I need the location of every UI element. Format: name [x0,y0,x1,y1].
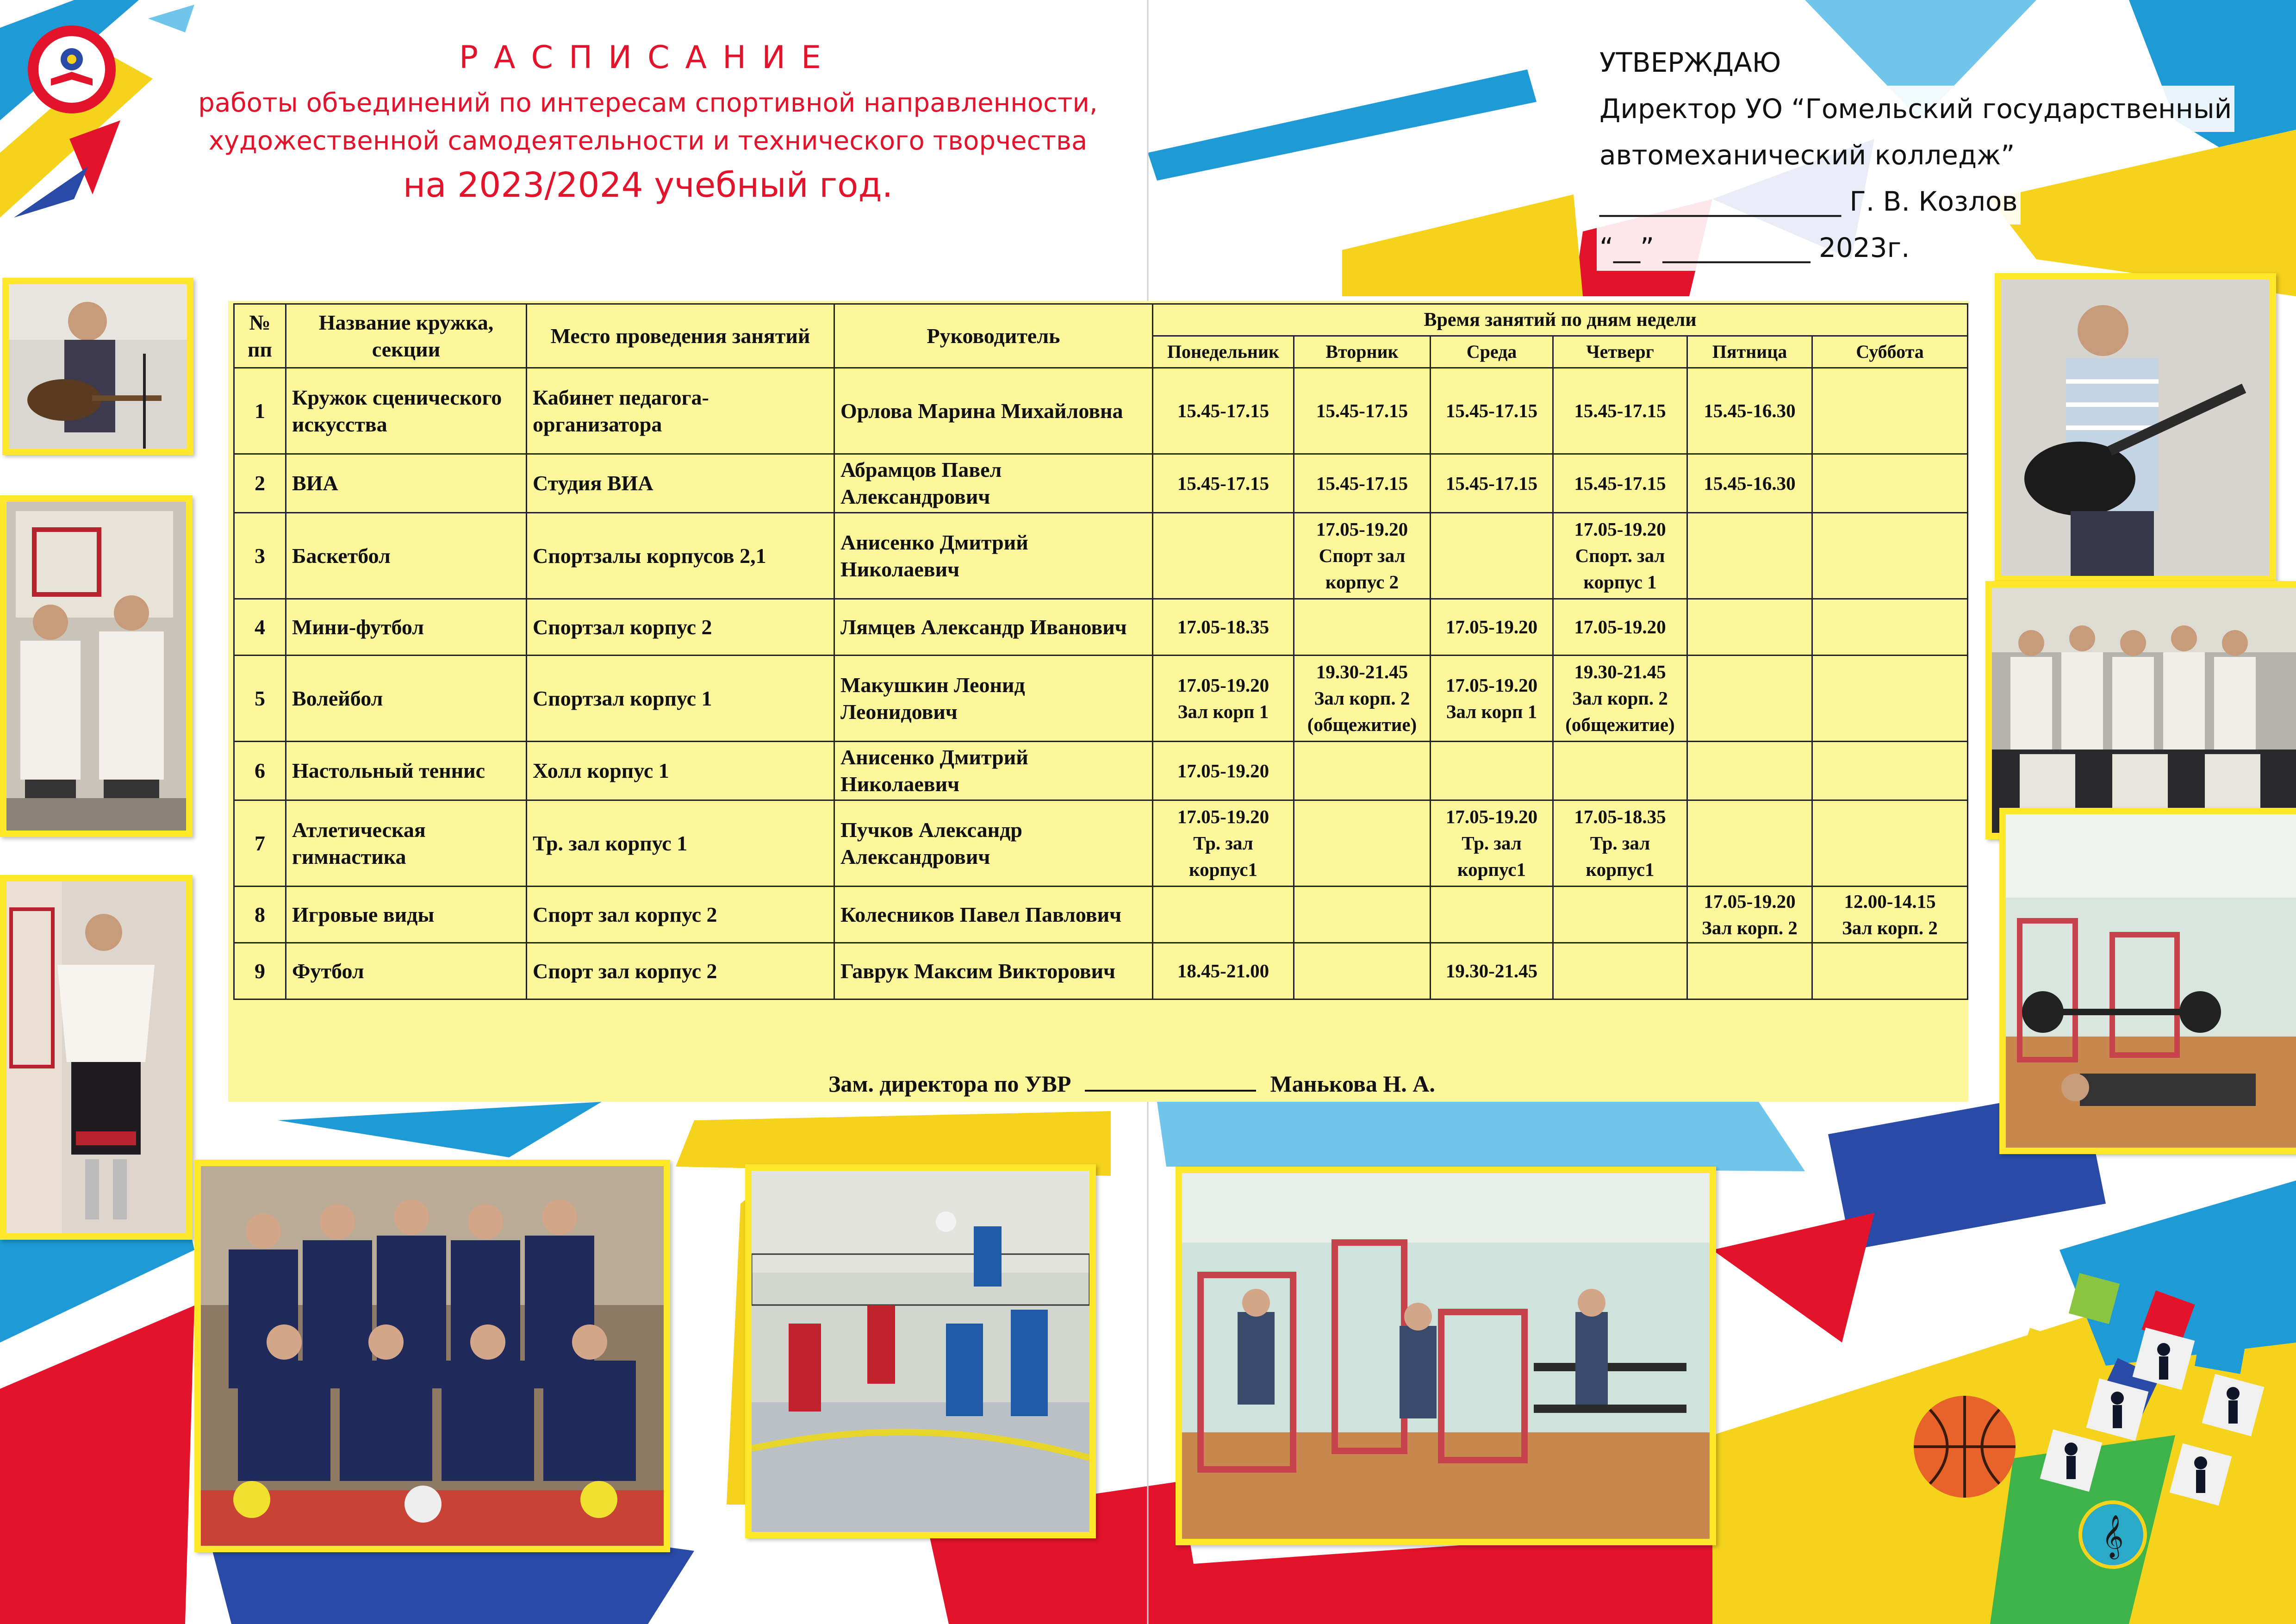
time-cell-wednesday [1431,887,1553,943]
table-row [234,656,1968,742]
time-cell-tuesday: 17.05-19.20 Спорт зал корпус 2 [1294,513,1431,599]
approval-date: “__” ___________ 2023г. [1597,225,1912,271]
signature-block [828,1069,1435,1097]
table-row [234,368,1968,454]
guitarist-right-photo [1995,273,2276,582]
time-cell-thursday [1553,887,1687,943]
time-cell-friday [1687,800,1812,887]
time-cell-friday: 15.45-16.30 [1687,454,1812,513]
row-number-cell: 1 [234,368,286,454]
approval-signature: __________________ Г. В. Козлов [1597,178,2021,225]
table-row [234,742,1968,800]
time-cell-wednesday: 19.30-21.45 [1431,943,1553,999]
time-cell-saturday [1812,656,1968,742]
row-leader-cell: Макушкин Леонид Леонидович [834,656,1153,742]
row-leader-cell: Колесников Павел Павлович [834,887,1153,943]
header-day-monday: Понедельник [1153,336,1294,368]
title-line-3: на 2023/2024 учебный год. [403,165,893,205]
row-name-cell: Настольный теннис [286,742,527,800]
time-cell-saturday: 12.00-14.15 Зал корп. 2 [1812,887,1968,943]
time-cell-wednesday [1431,742,1553,800]
time-cell-friday: 17.05-19.20 Зал корп. 2 [1687,887,1812,943]
time-cell-thursday: 15.45-17.15 [1553,368,1687,454]
time-cell-thursday [1553,742,1687,800]
row-leader-cell: Абрамцов Павел Александрович [834,454,1153,513]
header-day-thursday: Четверг [1553,336,1687,368]
row-leader-cell: Орлова Марина Михайловна [834,368,1153,454]
time-cell-monday [1153,513,1294,599]
row-leader-cell: Пучков Александр Александрович [834,800,1153,887]
title-line-2: художественной самодеятельности и технического творчества [208,126,1088,156]
time-cell-thursday: 17.05-19.20 Спорт. зал корпус 1 [1553,513,1687,599]
time-cell-tuesday [1294,943,1431,999]
time-cell-saturday [1812,943,1968,999]
time-cell-tuesday [1294,599,1431,656]
time-cell-monday: 17.05-19.20 Зал корп 1 [1153,656,1294,742]
row-name-cell: Атлетическая гимнастика [286,800,527,887]
time-cell-tuesday: 19.30-21.45 Зал корп. 2 (общежитие) [1294,656,1431,742]
time-cell-wednesday: 17.05-19.20 Тр. зал корпус1 [1431,800,1553,887]
row-name-cell: ВИА [286,454,527,513]
time-cell-thursday: 17.05-19.20 [1553,599,1687,656]
college-logo-icon [25,23,118,116]
row-place-cell: Спортзалы корпусов 2,1 [527,513,834,599]
time-cell-monday [1153,887,1294,943]
page-title: РАСПИСАНИЕ [459,39,837,76]
header-num: № пп [234,304,286,368]
row-name-cell: Кружок сценического искусства [286,368,527,454]
row-leader-cell: Анисенко Дмитрий Николаевич [834,742,1153,800]
row-name-cell: Баскетбол [286,513,527,599]
row-number-cell: 6 [234,742,286,800]
time-cell-friday: 15.45-16.30 [1687,368,1812,454]
folk-ensemble-photo [1985,581,2296,839]
time-cell-thursday: 19.30-21.45 Зал корп. 2 (общежитие) [1553,656,1687,742]
header-name: Название кружка, секции [286,304,527,368]
row-number-cell: 4 [234,599,286,656]
table-row [234,599,1968,656]
schedule-table [233,303,1968,1000]
svg-text:𝄞: 𝄞 [2102,1514,2124,1557]
time-cell-monday: 17.05-19.20 [1153,742,1294,800]
basketball-icon [1911,1393,2018,1500]
time-cell-saturday [1812,599,1968,656]
header-day-wednesday: Среда [1431,336,1553,368]
time-cell-wednesday: 17.05-19.20 Зал корп 1 [1431,656,1553,742]
time-cell-saturday [1812,454,1968,513]
row-place-cell: Холл корпус 1 [527,742,834,800]
time-cell-friday [1687,656,1812,742]
row-place-cell: Спорт зал корпус 2 [527,887,834,943]
time-cell-tuesday [1294,887,1431,943]
row-number-cell: 3 [234,513,286,599]
table-row [234,454,1968,513]
time-cell-monday: 15.45-17.15 [1153,454,1294,513]
time-cell-saturday [1812,800,1968,887]
row-place-cell: Тр. зал корпус 1 [527,800,834,887]
row-number-cell: 5 [234,656,286,742]
table-row [234,800,1968,887]
row-name-cell: Футбол [286,943,527,999]
time-cell-wednesday: 17.05-19.20 [1431,599,1553,656]
row-name-cell: Мини-футбол [286,599,527,656]
signature-line [1085,1069,1256,1092]
time-cell-friday [1687,599,1812,656]
time-cell-tuesday: 15.45-17.15 [1294,368,1431,454]
header-place: Место проведения занятий [527,304,834,368]
header-leader: Руководитель [834,304,1153,368]
approval-block [1597,39,2254,271]
row-name-cell: Игровые виды [286,887,527,943]
time-cell-friday [1687,943,1812,999]
folk-singers-photo [0,495,193,837]
time-cell-saturday [1812,368,1968,454]
row-place-cell: Спорт зал корпус 2 [527,943,834,999]
time-cell-wednesday: 15.45-17.15 [1431,454,1553,513]
header-time-group: Время занятий по дням недели [1153,304,1968,336]
volleyball-photo [745,1164,1096,1538]
music-note-icon [2078,1500,2147,1569]
gym-photo [1176,1167,1716,1545]
header-day-tuesday: Вторник [1294,336,1431,368]
title-line-1: работы объединений по интересам спортивной направленности, [198,88,1098,118]
row-place-cell: Студия ВИА [527,454,834,513]
row-number-cell: 8 [234,887,286,943]
row-leader-cell: Гаврук Максим Викторович [834,943,1153,999]
time-cell-thursday [1553,943,1687,999]
header-day-friday: Пятница [1687,336,1812,368]
row-place-cell: Кабинет педагога-организатора [527,368,834,454]
table-row [234,943,1968,999]
schedule-body [234,368,1968,999]
signature-role: Зам. директора по УВР [828,1071,1071,1097]
time-cell-monday: 17.05-19.20 Тр. зал корпус1 [1153,800,1294,887]
time-cell-monday: 15.45-17.15 [1153,368,1294,454]
time-cell-thursday: 15.45-17.15 [1553,454,1687,513]
time-cell-monday: 17.05-18.35 [1153,599,1294,656]
time-cell-tuesday [1294,800,1431,887]
time-cell-saturday [1812,513,1968,599]
row-number-cell: 2 [234,454,286,513]
folk-dancer-photo [0,875,193,1240]
header-day-saturday: Суббота [1812,336,1968,368]
time-cell-monday: 18.45-21.00 [1153,943,1294,999]
schedule-title-block [139,39,1157,209]
table-row [234,887,1968,943]
approval-heading: УТВЕРЖДАЮ [1597,39,1784,86]
approval-college: автомеханический колледж” [1597,132,2017,178]
row-place-cell: Спортзал корпус 1 [527,656,834,742]
row-number-cell: 7 [234,800,286,887]
row-place-cell: Спортзал корпус 2 [527,599,834,656]
time-cell-friday [1687,513,1812,599]
time-cell-tuesday: 15.45-17.15 [1294,454,1431,513]
time-cell-wednesday: 15.45-17.15 [1431,368,1553,454]
row-leader-cell: Лямцев Александр Иванович [834,599,1153,656]
time-cell-saturday [1812,742,1968,800]
table-row [234,513,1968,599]
weightlifting-photo [1999,808,2296,1154]
time-cell-tuesday [1294,742,1431,800]
football-team-photo [194,1160,670,1552]
time-cell-wednesday [1431,513,1553,599]
signature-name: Манькова Н. А. [1270,1071,1435,1097]
approval-director: Директор УО “Гомельский государственный [1597,86,2234,132]
time-cell-thursday: 17.05-18.35 Тр. зал корпус1 [1553,800,1687,887]
time-cell-friday [1687,742,1812,800]
row-name-cell: Волейбол [286,656,527,742]
guitarist-photo [2,278,193,455]
row-number-cell: 9 [234,943,286,999]
row-leader-cell: Анисенко Дмитрий Николаевич [834,513,1153,599]
